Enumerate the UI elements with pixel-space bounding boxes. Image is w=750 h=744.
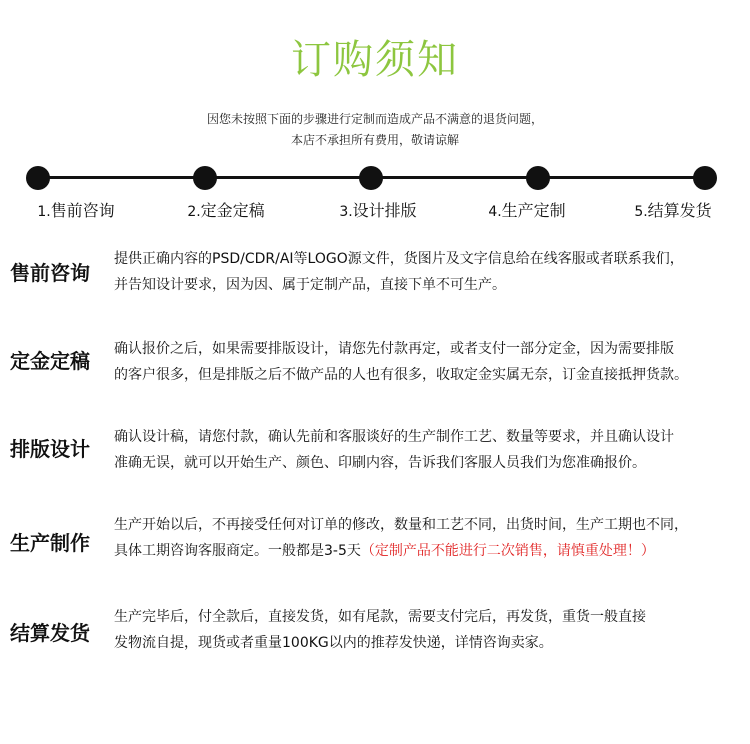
section-heading: 生产制作 (10, 531, 90, 555)
step-text: 售前咨询 (50, 201, 115, 220)
step-text: 生产定制 (501, 201, 566, 220)
warning-text: （定制产品不能进行二次销售，请慎重处理！） (360, 543, 655, 559)
timeline-dot-4 (526, 166, 550, 190)
section-heading: 定金定稿 (10, 349, 90, 373)
process-timeline (0, 160, 750, 224)
step-label-1 (6, 198, 146, 221)
step-label-4 (457, 198, 597, 221)
step-text: 设计排版 (352, 201, 417, 220)
section-line: 并告知设计要求，因为因、属于定制产品，直接下单不可生产。 (114, 277, 506, 293)
section-line: 发物流自提，现货或者重量100KG以内的推荐发快递，详情咨询卖家。 (114, 635, 553, 651)
step-label-2 (156, 198, 296, 221)
step-number: 1. (37, 204, 51, 220)
step-label-5 (603, 198, 743, 221)
timeline-dot-2 (193, 166, 217, 190)
step-text: 结算发货 (647, 201, 712, 220)
section-heading: 结算发货 (10, 621, 90, 645)
page-title: 订购须知 (291, 37, 459, 83)
section-heading: 售前咨询 (10, 261, 90, 285)
timeline-dot-3 (359, 166, 383, 190)
section-line: 准确无误，就可以开始生产、颜色、印刷内容，告诉我们客服人员我们为您准确报价。 (114, 455, 646, 471)
timeline-dot-5 (693, 166, 717, 190)
section-line-text: 具体工期咨询客服商定。一般都是3-5天 (114, 543, 361, 559)
section-body (114, 336, 744, 388)
timeline-dot-1 (26, 166, 50, 190)
section-line: 提供正确内容的PSD/CDR/AI等LOGO源文件，货图片及文字信息给在线客服或者联系我们， (114, 251, 684, 267)
section-body (114, 604, 744, 656)
section-line: 确认报价之后，如果需要排版设计，请您先付款再定，或者支付一部分定金，因为需要排版 (114, 341, 674, 357)
section-line (114, 538, 744, 564)
step-text: 定金定稿 (200, 201, 265, 220)
section-line: 生产开始以后，不再接受任何对订单的修改，数量和工艺不同，出货时间，生产工期也不同， (114, 517, 688, 533)
step-number: 4. (488, 204, 502, 220)
step-number: 2. (187, 204, 201, 220)
section-line: 生产完毕后，付全款后，直接发货，如有尾款，需要支付完后，再发货，重货一般直接 (114, 609, 646, 625)
section-body (114, 512, 744, 564)
step-number: 5. (634, 204, 648, 220)
step-number: 3. (339, 204, 353, 220)
section-heading: 排版设计 (10, 437, 90, 461)
step-label-3 (308, 198, 448, 221)
section-body (114, 246, 744, 298)
section-body (114, 424, 744, 476)
section-line: 的客户很多，但是排版之后不做产品的人也有很多，收取定金实属无奈，订金直接抵押货款。 (114, 367, 688, 383)
section-line: 确认设计稿，请您付款，确认先前和客服谈好的生产制作工艺、数量等要求，并且确认设计 (114, 429, 674, 445)
notice-line-1: 因您未按照下面的步骤进行定制而造成产品不满意的退货问题， (206, 112, 543, 126)
notice-line-2: 本店不承担所有费用，敬请谅解 (290, 133, 459, 147)
